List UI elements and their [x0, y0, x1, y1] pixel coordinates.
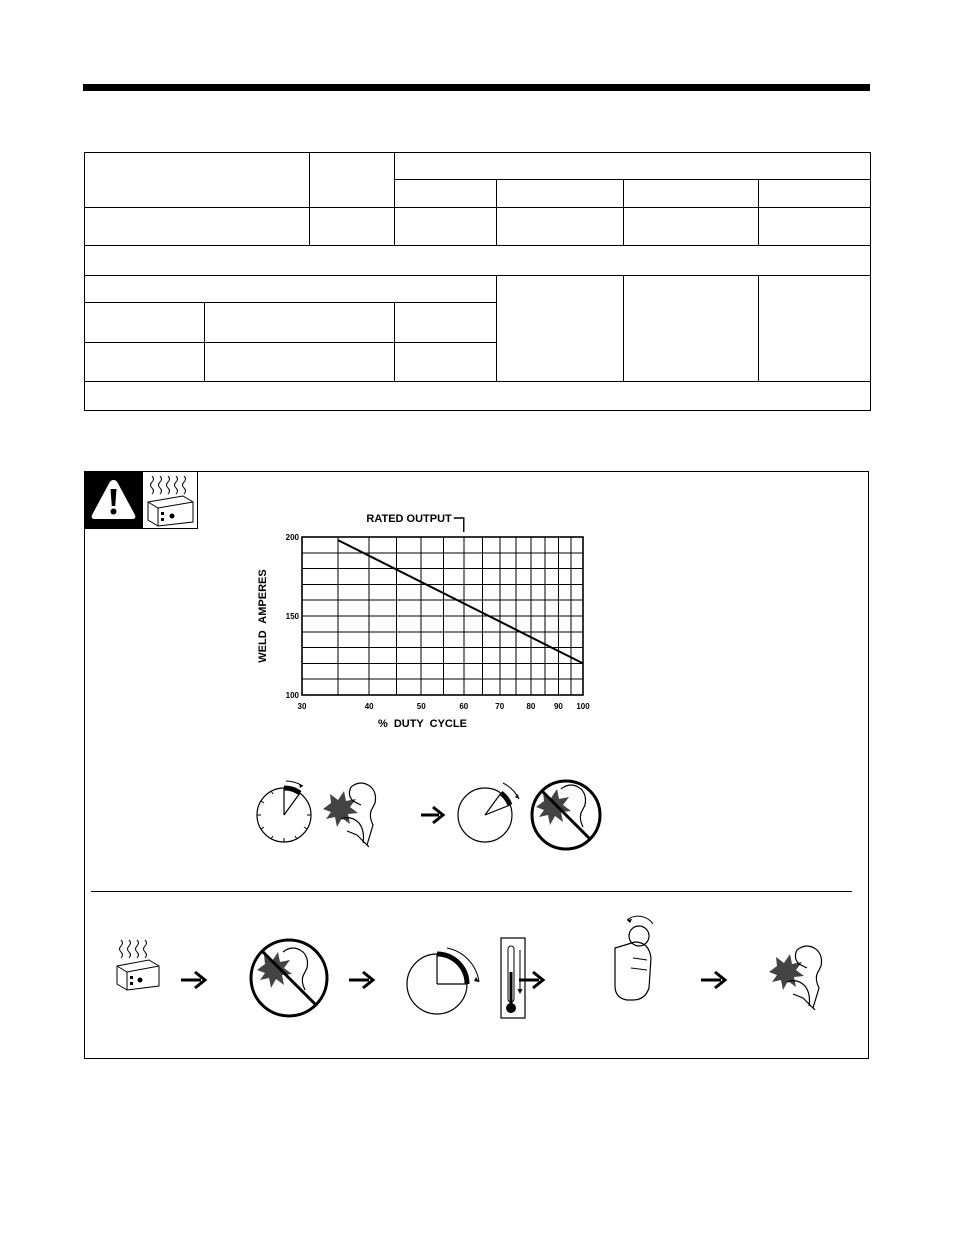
- duty-timer-icon: [257, 781, 311, 842]
- section-divider: [91, 891, 852, 892]
- x-tick-label: 40: [364, 702, 374, 711]
- x-tick-label: 70: [495, 702, 505, 711]
- duty-cycle-line: [338, 540, 583, 663]
- overheated-unit-icon: [117, 940, 159, 990]
- x-tick-label: 100: [576, 702, 590, 711]
- overheated-unit-icon: [142, 472, 198, 529]
- y-axis-label: WELD AMPERES: [257, 569, 269, 663]
- right-arrow-icon: [421, 807, 443, 823]
- top-rule: [83, 84, 870, 91]
- x-tick-label: 50: [416, 702, 426, 711]
- welder-icon: [769, 946, 822, 1010]
- duty-cycle-chart: [245, 508, 605, 738]
- y-tick-label: 200: [285, 533, 299, 542]
- hand-turning-knob-icon: [615, 916, 653, 1000]
- welder-icon: [323, 783, 376, 847]
- x-axis-label: % DUTY CYCLE: [377, 718, 467, 730]
- right-arrow-icon: [701, 972, 725, 988]
- x-tick-label: 90: [553, 702, 563, 711]
- rest-timer-icon: [458, 783, 519, 842]
- y-tick-label: 150: [285, 612, 299, 621]
- duty-cycle-illustration: [253, 777, 613, 857]
- right-arrow-icon: [181, 972, 205, 988]
- overheat-cooling-sequence: [105, 912, 855, 1032]
- y-tick-label: 100: [285, 691, 299, 700]
- rated-output-bracket: [454, 518, 464, 532]
- no-welding-icon: [532, 781, 600, 849]
- specifications-table: [84, 152, 871, 411]
- thermometer-icon: [501, 938, 525, 1018]
- rated-output-label: RATED OUTPUT: [366, 513, 452, 525]
- warning-triangle-icon: [85, 472, 142, 529]
- right-arrow-icon: [349, 972, 373, 988]
- cooling-timer-icon: [407, 948, 479, 1014]
- x-tick-label: 80: [526, 702, 536, 711]
- x-tick-label: 30: [297, 702, 307, 711]
- right-arrow-icon: [519, 972, 543, 988]
- duty-cycle-panel: [84, 471, 869, 1059]
- x-tick-label: 60: [459, 702, 469, 711]
- no-welding-icon: [251, 940, 327, 1016]
